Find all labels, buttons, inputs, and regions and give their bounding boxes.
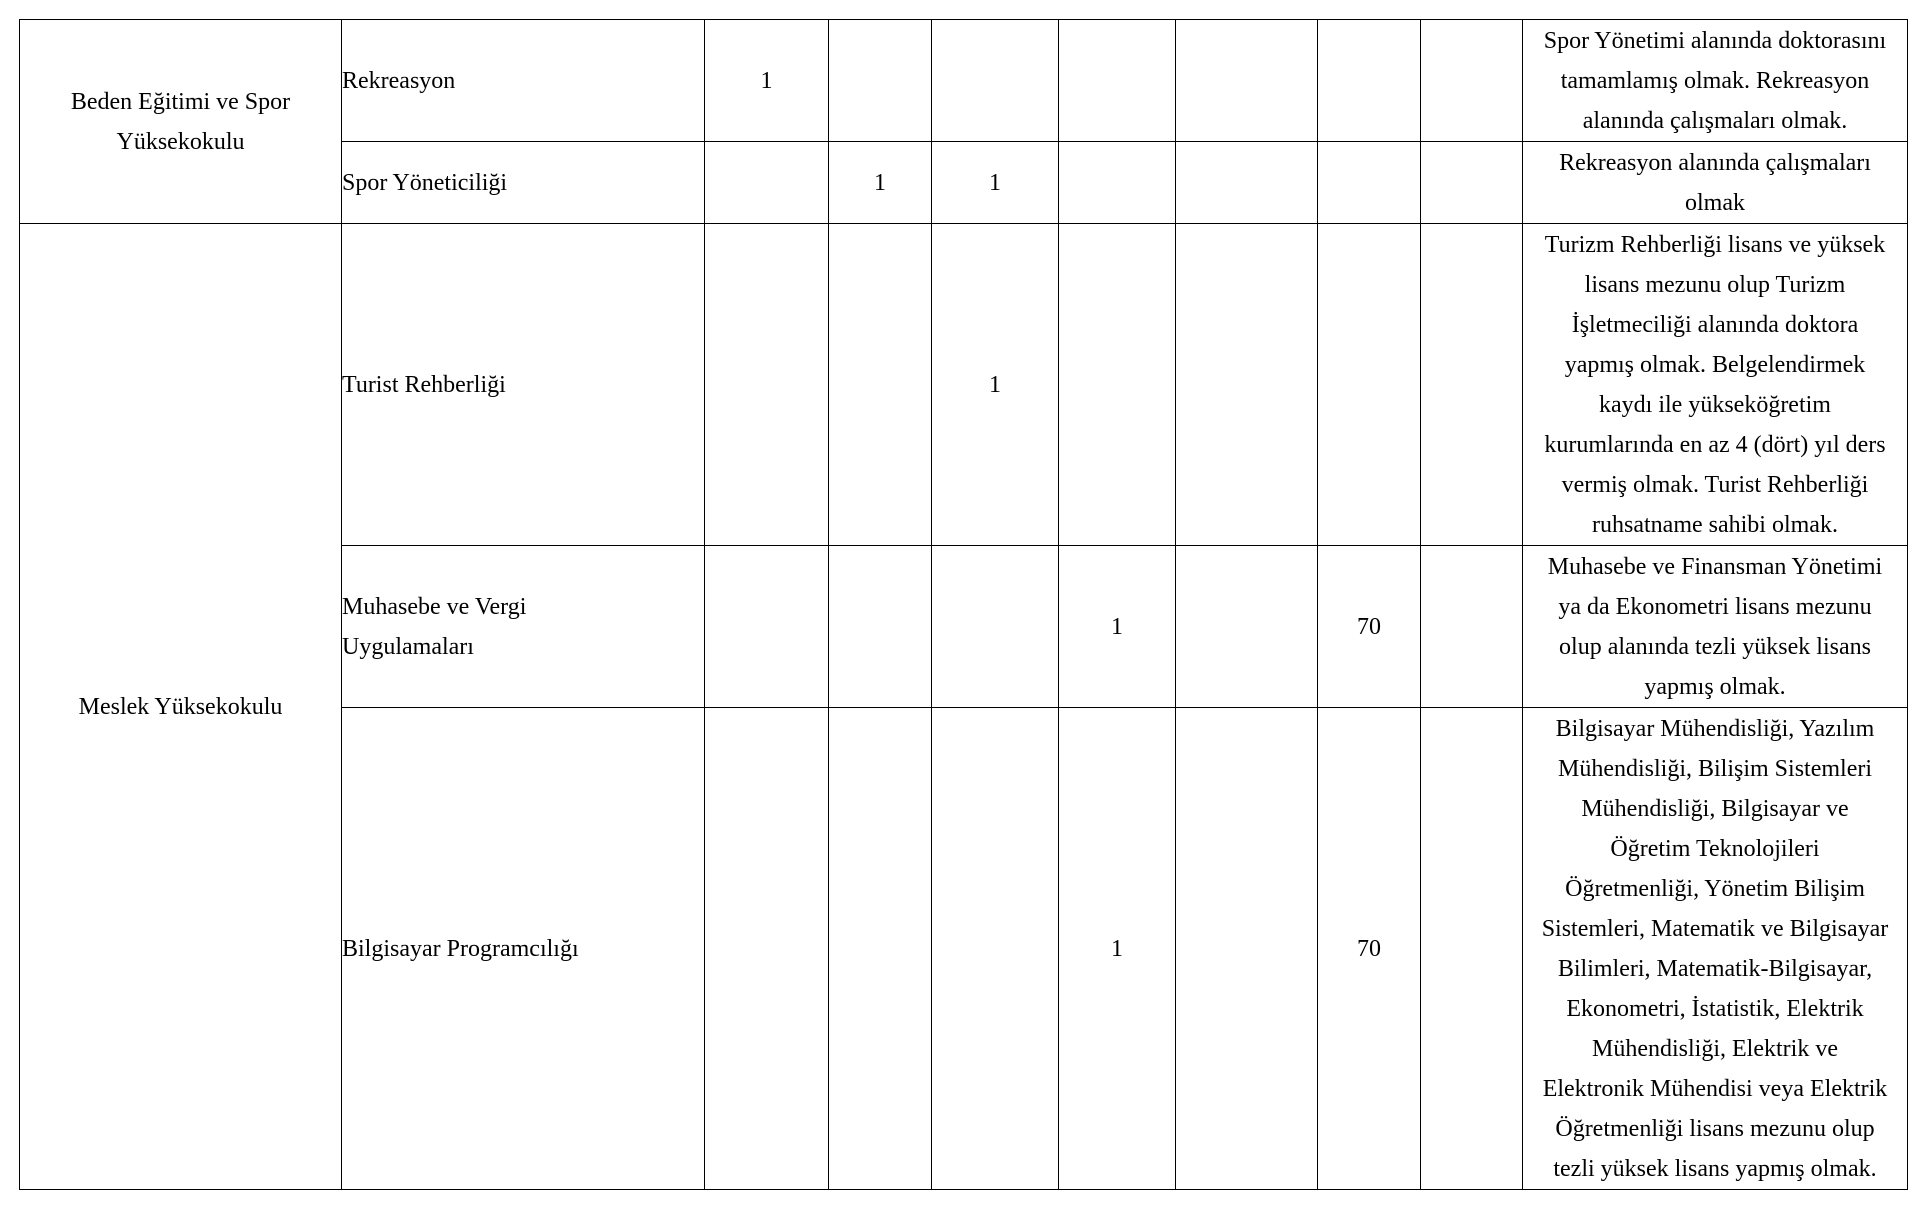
- requirement-text: Bilgisayar Mühendisliği, Yazılım Mühendisliği, Bilişim Sistemleri Mühendisliği, Bilgisayar ve Öğretim Teknolojileri Öğretmenliği, Yönetim Bilişim Sistemleri, Matematik ve Bilgisayar Bilimleri, Matematik-Bilgisayar, Ekonometri, İstatistik, Elektrik Mühendisliği, Elektrik ve Elektronik Mühendisi veya Elektrik Öğretmenliği lisans mezunu olup tezli yüksek lisans yapmış olmak.: [1541, 715, 1889, 1182]
- count-cell: [829, 224, 932, 546]
- count-cell: 1: [932, 224, 1059, 546]
- positions-table: [19, 19, 1908, 1190]
- department-cell: [342, 142, 705, 224]
- count-cell: [1176, 142, 1318, 224]
- count-cell: [1059, 224, 1176, 546]
- department-name: Turist Rehberliği: [342, 371, 506, 398]
- unit-name: Beden Eğitimi ve Spor Yüksekokulu: [70, 88, 291, 155]
- department-name: Rekreasyon: [342, 67, 456, 94]
- count-cell: [1176, 20, 1318, 142]
- count-cell: [932, 708, 1059, 1190]
- table-row: [20, 224, 1908, 546]
- count-cell: 1: [1059, 708, 1176, 1190]
- count-cell: 1: [705, 20, 829, 142]
- requirement-text: Muhasebe ve Finansman Yönetimi ya da Ekonometri lisans mezunu olup alanında tezli yüksek lisans yapmış olmak.: [1547, 553, 1883, 700]
- count-cell: [1176, 708, 1318, 1190]
- department-name: Bilgisayar Programcılığı: [342, 935, 579, 962]
- requirement-text: Spor Yönetimi alanında doktorasını tamamlamış olmak. Rekreasyon alanında çalışmaları olmak.: [1543, 27, 1887, 134]
- count-cell: [1421, 142, 1523, 224]
- requirement-cell: [1523, 224, 1908, 546]
- count-cell: [932, 20, 1059, 142]
- count-cell: [1059, 142, 1176, 224]
- department-name: Muhasebe ve Vergi Uygulamaları: [342, 593, 527, 660]
- requirement-text: Rekreasyon alanında çalışmaları olmak: [1559, 149, 1871, 216]
- department-cell: [342, 20, 705, 142]
- count-cell: [705, 708, 829, 1190]
- count-cell: [705, 224, 829, 546]
- count-cell: [829, 20, 932, 142]
- count-cell: [829, 708, 932, 1190]
- count-cell: [1421, 708, 1523, 1190]
- requirement-cell: [1523, 142, 1908, 224]
- table-row: [20, 20, 1908, 142]
- count-cell: [1176, 546, 1318, 708]
- count-cell: [705, 142, 829, 224]
- unit-cell: [20, 20, 342, 224]
- count-cell: [932, 546, 1059, 708]
- count-cell: [705, 546, 829, 708]
- unit-name: Meslek Yüksekokulu: [78, 693, 283, 720]
- count-cell: [1421, 546, 1523, 708]
- count-cell: [1176, 224, 1318, 546]
- count-cell: 1: [932, 142, 1059, 224]
- department-name: Spor Yöneticiliği: [342, 169, 508, 196]
- department-cell: [342, 546, 705, 708]
- requirement-cell: [1523, 20, 1908, 142]
- score-cell: 70: [1318, 546, 1421, 708]
- department-cell: [342, 708, 705, 1190]
- score-cell: [1318, 20, 1421, 142]
- score-cell: [1318, 224, 1421, 546]
- requirement-text: Turizm Rehberliği lisans ve yüksek lisans mezunu olup Turizm İşletmeciliği alanında doktora yapmış olmak. Belgelendirmek kaydı ile yükseköğretim kurumlarında en az 4 (dört) yıl ders vermiş olmak. Turist Rehberliği ruhsatname sahibi olmak.: [1544, 231, 1886, 538]
- count-cell: [1421, 224, 1523, 546]
- department-cell: [342, 224, 705, 546]
- requirement-cell: [1523, 546, 1908, 708]
- score-cell: 70: [1318, 708, 1421, 1190]
- count-cell: [1059, 20, 1176, 142]
- count-cell: 1: [829, 142, 932, 224]
- count-cell: [1421, 20, 1523, 142]
- count-cell: [829, 546, 932, 708]
- score-cell: [1318, 142, 1421, 224]
- requirement-cell: [1523, 708, 1908, 1190]
- count-cell: 1: [1059, 546, 1176, 708]
- unit-cell: [20, 224, 342, 1190]
